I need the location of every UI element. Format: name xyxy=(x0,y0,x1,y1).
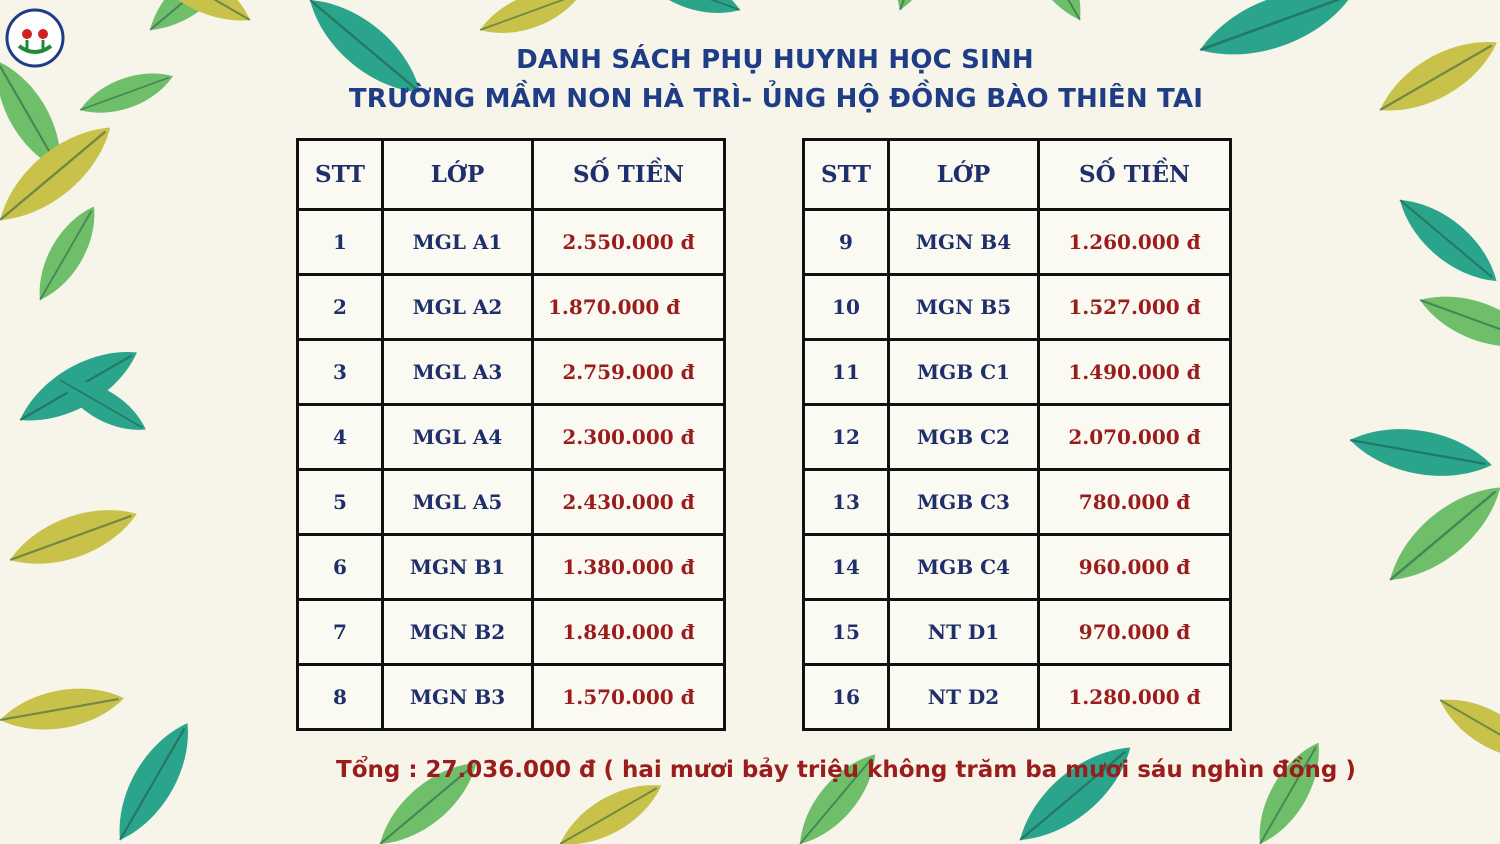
amount-cell: 1.280.000 đ xyxy=(1039,665,1231,730)
column-header-class: LỚP xyxy=(383,140,533,210)
amount-cell: 970.000 đ xyxy=(1039,600,1231,665)
table-row xyxy=(804,470,1231,535)
amount-cell: 1.527.000 đ xyxy=(1039,275,1231,340)
amount-cell: 780.000 đ xyxy=(1039,470,1231,535)
table-row xyxy=(804,405,1231,470)
amount-cell: 1.870.000 đ xyxy=(533,275,725,340)
table-row xyxy=(298,340,725,405)
stt-cell: 16 xyxy=(804,665,889,730)
total-amount-text: Tổng : 27.036.000 đ ( hai mươi bảy triệu không trăm ba mươi sáu nghìn đồng ) xyxy=(336,757,1356,783)
table-row xyxy=(298,210,725,275)
class-cell: MGL A2 xyxy=(383,275,533,340)
amount-cell: 1.490.000 đ xyxy=(1039,340,1231,405)
donation-table-left xyxy=(296,138,726,731)
stt-cell: 2 xyxy=(298,275,383,340)
column-header-amount: SỐ TIỀN xyxy=(1039,140,1231,210)
class-cell: MGN B1 xyxy=(383,535,533,600)
stt-cell: 10 xyxy=(804,275,889,340)
table-row xyxy=(298,535,725,600)
amount-cell: 2.300.000 đ xyxy=(533,405,725,470)
table-row xyxy=(298,405,725,470)
class-cell: MGB C4 xyxy=(889,535,1039,600)
column-header-class: LỚP xyxy=(889,140,1039,210)
amount-cell: 2.759.000 đ xyxy=(533,340,725,405)
class-cell: MGN B5 xyxy=(889,275,1039,340)
stt-cell: 6 xyxy=(298,535,383,600)
column-header-amount: SỐ TIỀN xyxy=(533,140,725,210)
table-row xyxy=(804,340,1231,405)
amount-cell: 2.070.000 đ xyxy=(1039,405,1231,470)
class-cell: MGB C1 xyxy=(889,340,1039,405)
amount-cell: 1.570.000 đ xyxy=(533,665,725,730)
stt-cell: 7 xyxy=(298,600,383,665)
amount-cell: 960.000 đ xyxy=(1039,535,1231,600)
stt-cell: 3 xyxy=(298,340,383,405)
stt-cell: 15 xyxy=(804,600,889,665)
table-row xyxy=(298,470,725,535)
class-cell: MGN B4 xyxy=(889,210,1039,275)
class-cell: MGL A4 xyxy=(383,405,533,470)
class-cell: NT D1 xyxy=(889,600,1039,665)
table-row xyxy=(298,600,725,665)
table-row xyxy=(298,665,725,730)
class-cell: MGL A5 xyxy=(383,470,533,535)
amount-cell: 1.260.000 đ xyxy=(1039,210,1231,275)
stt-cell: 8 xyxy=(298,665,383,730)
page-title-line-2: TRƯỜNG MẦM NON HÀ TRÌ- ỦNG HỘ ĐỒNG BÀO THIÊN TAI xyxy=(348,84,1204,114)
class-cell: MGN B3 xyxy=(383,665,533,730)
donation-table-right xyxy=(802,138,1232,731)
amount-cell: 2.430.000 đ xyxy=(533,470,725,535)
class-cell: MGN B2 xyxy=(383,600,533,665)
table-row xyxy=(804,210,1231,275)
stt-cell: 14 xyxy=(804,535,889,600)
class-cell: NT D2 xyxy=(889,665,1039,730)
amount-cell: 1.380.000 đ xyxy=(533,535,725,600)
stt-cell: 11 xyxy=(804,340,889,405)
stt-cell: 9 xyxy=(804,210,889,275)
amount-cell: 2.550.000 đ xyxy=(533,210,725,275)
table-row xyxy=(804,665,1231,730)
class-cell: MGB C2 xyxy=(889,405,1039,470)
stt-cell: 4 xyxy=(298,405,383,470)
column-header-stt: STT xyxy=(804,140,889,210)
class-cell: MGL A1 xyxy=(383,210,533,275)
column-header-stt: STT xyxy=(298,140,383,210)
table-row xyxy=(804,535,1231,600)
stt-cell: 13 xyxy=(804,470,889,535)
table-row xyxy=(298,275,725,340)
stt-cell: 5 xyxy=(298,470,383,535)
amount-cell: 1.840.000 đ xyxy=(533,600,725,665)
class-cell: MGB C3 xyxy=(889,470,1039,535)
table-row xyxy=(804,600,1231,665)
stt-cell: 1 xyxy=(298,210,383,275)
table-header-row xyxy=(298,140,725,210)
stt-cell: 12 xyxy=(804,405,889,470)
class-cell: MGL A3 xyxy=(383,340,533,405)
table-header-row xyxy=(804,140,1231,210)
page-title-line-1: DANH SÁCH PHỤ HUYNH HỌC SINH xyxy=(516,45,1034,75)
table-row xyxy=(804,275,1231,340)
